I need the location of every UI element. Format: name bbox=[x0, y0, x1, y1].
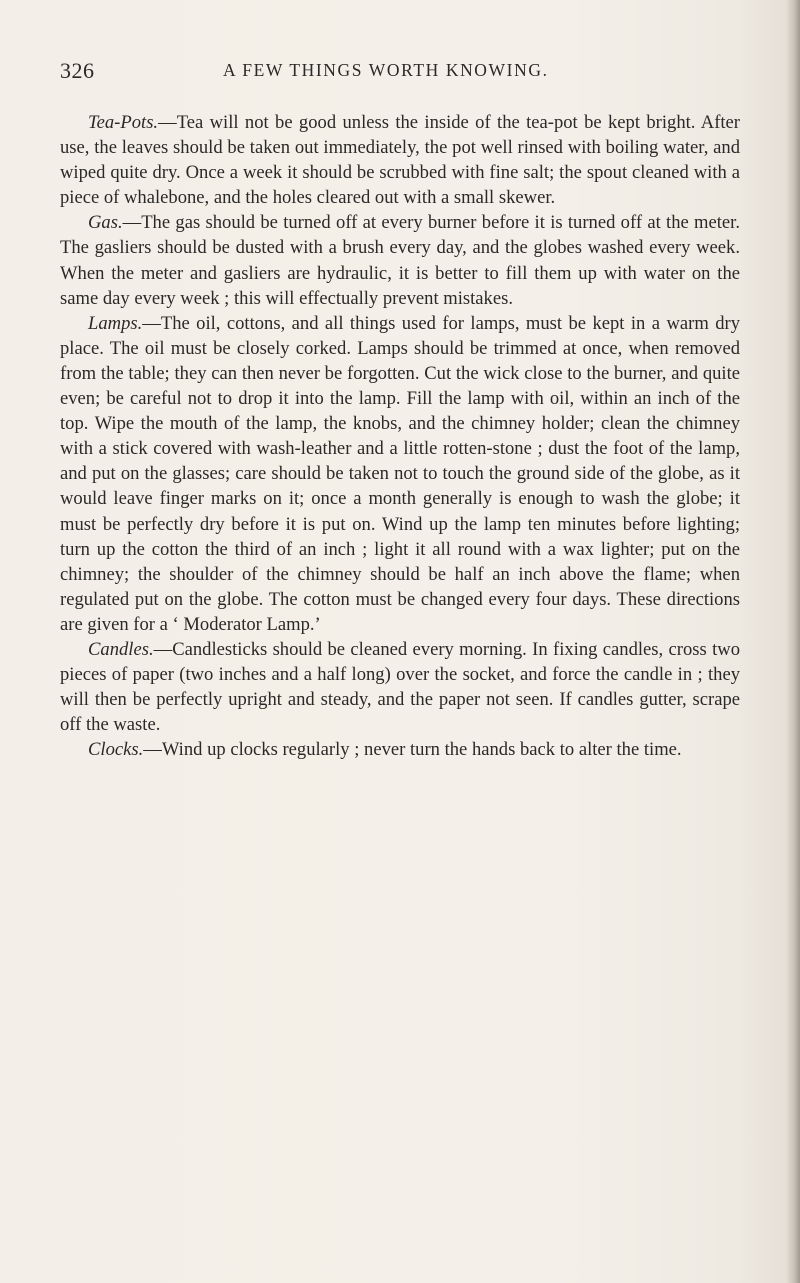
paragraph-text: —Wind up clocks regularly ; never turn the hands back to alter the time. bbox=[143, 739, 682, 761]
page-header bbox=[60, 58, 750, 88]
paragraph-text: —The gas should be turned off at every burner before it is turned off at the meter. The gasliers should be dusted with a brush every day, and the globes washed every week. When the meter and gasliers are hydraulic, it is better to fill them up with water on the same day every week ; this will effectually prevent mistakes. bbox=[60, 212, 740, 309]
paragraph-lamps bbox=[60, 311, 740, 637]
body-text bbox=[60, 110, 740, 762]
paragraph-heading: Tea-Pots. bbox=[88, 112, 159, 133]
paragraph-gas bbox=[60, 210, 740, 310]
paragraph-heading: Gas. bbox=[88, 212, 123, 234]
paragraph-clocks bbox=[60, 737, 740, 762]
running-title: A FEW THINGS WORTH KNOWING. bbox=[223, 60, 549, 80]
paragraph-heading: Clocks. bbox=[88, 739, 144, 761]
paragraph-candles bbox=[60, 637, 740, 737]
page-edge-shadow bbox=[786, 0, 800, 1283]
paragraph-heading: Candles. bbox=[88, 638, 154, 660]
paragraph-heading: Lamps. bbox=[88, 312, 143, 334]
paragraph-tea-pots bbox=[60, 110, 740, 210]
page-number: 326 bbox=[60, 58, 95, 83]
paragraph-text: —The oil, cottons, and all things used for lamps, must be kept in a warm dry place. The oil must be closely corked. Lamps should be trimmed at once, when removed from the table; they can then never be forgotten. Cut the wick close to the burner, and quite even; be careful not to drop it into the lamp. Fill the lamp with oil, within an inch of the top. Wipe the mouth of the lamp, the knobs, and the chimney holder; clean the chimney with a stick covered with wash-leather and a little rotten-stone ; dust the foot of the lamp, and put on the glasses; care should be taken not to touch the ground side of the globe, as it would leave finger marks on it; once a month generally is enough to wash the globe; it must be perfectly dry before it is put on. Wind up the lamp ten minutes before lighting; turn up the cotton the third of an inch ; light it all round with a wax lighter; put on the chimney; the shoulder of the chimney should be half an inch above the flame; when regulated put on the globe. The cotton must be changed every four days. These directions are given for a ‘ Moderator Lamp.’ bbox=[60, 312, 740, 635]
paragraph-text: —Candlesticks should be cleaned every morning. In fixing candles, cross two pieces of paper (two inches and a half long) over the socket, and force the candle in ; they will then be perfectly upright and steady, and the paper not seen. If candles gutter, scrape off the waste. bbox=[60, 638, 740, 736]
paragraph-text: —Tea will not be good unless the inside of the tea-pot be kept bright. After use, the leaves should be taken out immediately, the pot well rinsed with boiling water, and wiped quite dry. Once a week it should be scrubbed with fine salt; the spout cleaned with a piece of whalebone, and the holes cleared out with a small skewer. bbox=[60, 112, 740, 209]
